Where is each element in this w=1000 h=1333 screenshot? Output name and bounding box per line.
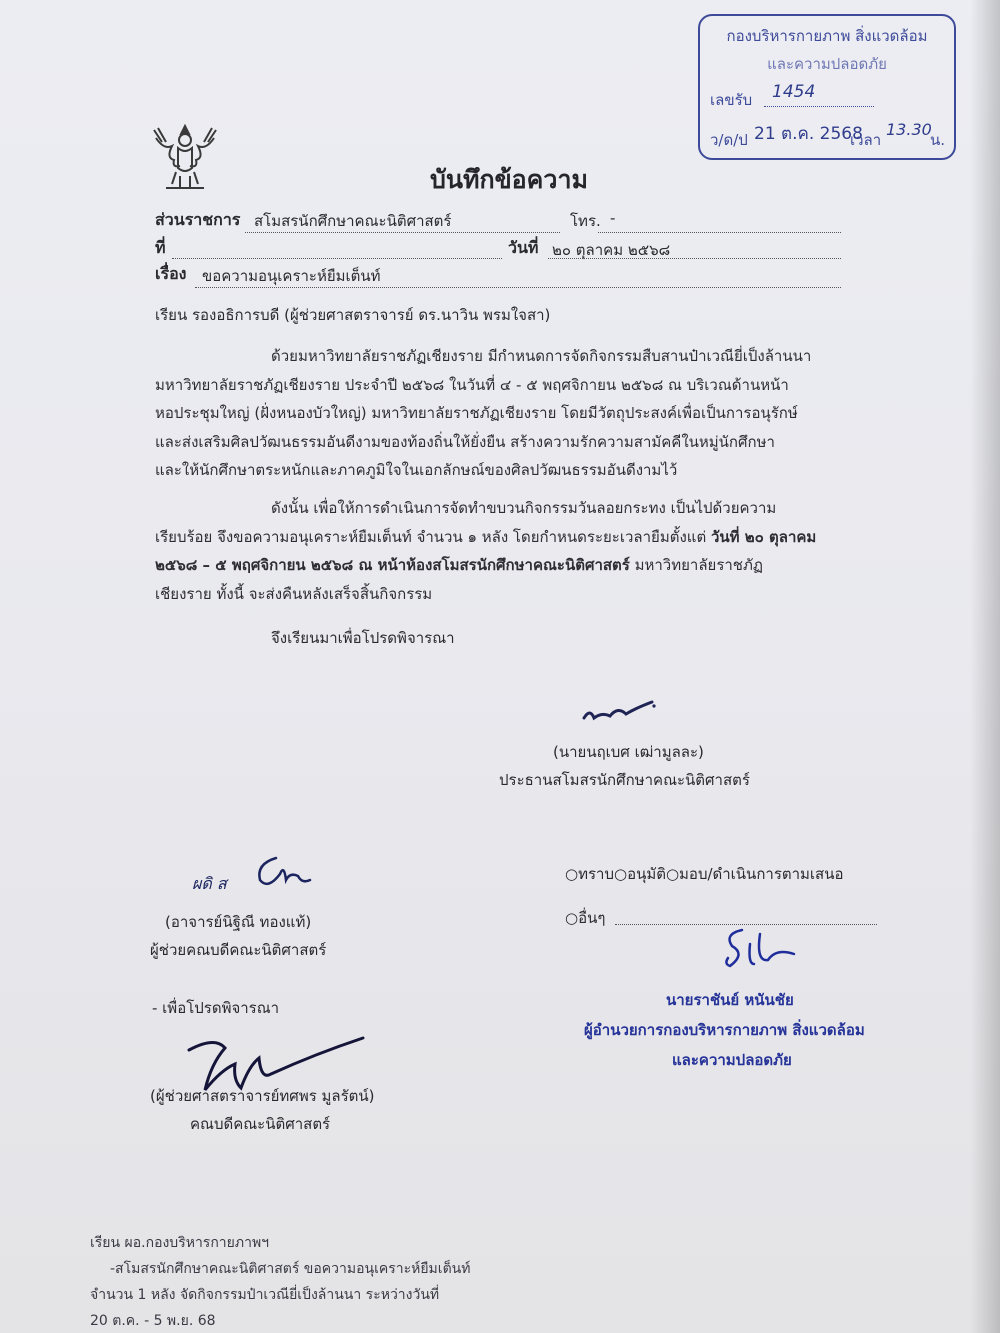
date-dotted-line xyxy=(548,258,841,259)
assistant-initials: ผดิ ส xyxy=(192,874,227,893)
scan-shadow xyxy=(970,0,1000,1333)
department-value: สโมสรนักศึกษาคณะนิติศาสตร์ xyxy=(254,212,452,230)
para1-line: และส่งเสริมศิลปวัฒนธรรมอันดีงามของท้องถิ่นให้ยั่งยืน สร้างความรักความสามัคคีในหมู่นักศึกษา xyxy=(155,432,775,451)
dean-title: คณบดีคณะนิติศาสตร์ xyxy=(190,1115,331,1133)
stamp-line-2: และความปลอดภัย xyxy=(767,55,887,73)
ref-dotted-line xyxy=(172,258,502,259)
para2-tail: มหาวิทยาลัยราชภัฏ xyxy=(629,556,763,574)
date-value: ๒๐ ตุลาคม ๒๕๖๘ xyxy=(552,241,671,259)
para2-bold-range: ๒๕๖๘ – ๕ พฤศจิกายน ๒๕๖๘ ณ หน้าห้องสโมสรนักศึกษาคณะนิติศาสตร์ xyxy=(155,556,630,574)
subject-value: ขอความอนุเคราะห์ยืมเต็นท์ xyxy=(202,267,381,285)
sender-signature-icon xyxy=(580,690,660,730)
para2-line xyxy=(155,523,855,552)
para1-line: หอประชุมใหญ่ (ฝั่งหนองบัวใหญ่) มหาวิทยาลัยราชภัฏเชียงราย โดยมีวัตถุประสงค์เพื่อเป็นการอนุรักษ์ xyxy=(155,404,798,422)
note-line: 20 ต.ค. - 5 พ.ย. 68 xyxy=(90,1313,216,1329)
note-line: เรียน ผอ.กองบริหารกายภาพฯ xyxy=(90,1235,270,1251)
salutation: เรียน รองอธิการบดี (ผู้ช่วยศาสตราจารย์ ดร.นาวิน พรมใจสา) xyxy=(155,306,551,324)
closing-line: จึงเรียนมาเพื่อโปรดพิจารณา xyxy=(271,629,455,647)
para2-bold-date: วันที่ ๒๐ ตุลาคม xyxy=(710,527,817,546)
assistant-signature-icon xyxy=(246,850,316,895)
assistant-name: (อาจารย์นิฐิณี ทองแท้) xyxy=(165,913,312,931)
subject-dotted-line xyxy=(195,287,841,288)
memo-title: บันทึกข้อความ xyxy=(430,165,588,194)
para2-line xyxy=(155,551,855,580)
receipt-stamp xyxy=(698,14,956,160)
tel-value: - xyxy=(610,209,616,227)
para2-line-text: เรียบร้อย จึงขอความอนุเคราะห์ยืมเต็นท์ จำนวน ๑ หลัง โดยกำหนดระยะเวลายืมตั้งแต่ xyxy=(155,527,711,546)
para1-line: ด้วยมหาวิทยาลัยราชภัฏเชียงราย มีกำหนดการจัดกิจกรรมสืบสานป๋าเวณียี่เป็งล้านนา xyxy=(271,347,812,365)
subject-label: เรื่อง xyxy=(155,264,187,283)
ref-label: ที่ xyxy=(155,238,166,257)
department-label: ส่วนราชการ xyxy=(155,210,241,229)
note-line: -สโมสรนักศึกษาคณะนิติศาสตร์ ขอความอนุเคราะห์ยืมเต็นท์ xyxy=(110,1261,471,1277)
director-options: ○ทราบ○อนุมัติ○มอบ/ดำเนินการตามเสนอ xyxy=(565,865,844,883)
director-name: นายราชันย์ หนันชัย xyxy=(666,991,794,1009)
sender-name: (นายนฤเบศ เฒ่ามูลละ) xyxy=(553,743,704,761)
receipt-time-unit: น. xyxy=(930,131,946,149)
receipt-time-label: เวลา xyxy=(850,131,882,149)
director-other: ○อื่นๆ xyxy=(565,909,606,927)
director-signature-icon xyxy=(720,924,800,974)
stamp-line-1: กองบริหารกายภาพ สิ่งแวดล้อม xyxy=(726,27,928,45)
paragraph-1 xyxy=(155,342,855,485)
tel-dotted-line xyxy=(598,232,841,233)
para1-line: มหาวิทยาลัยราชภัฏเชียงราย ประจำปี ๒๕๖๘ ในวันที่ ๔ - ๕ พฤศจิกายน ๒๕๖๘ ณ บริเวณด้านหน้า xyxy=(155,375,789,394)
receipt-no-label: เลขรับ xyxy=(710,91,753,109)
para1-line: และให้นักศึกษาตระหนักและภาคภูมิใจในเอกลักษณ์ของศิลปวัฒนธรรมอันดีงามไว้ xyxy=(155,461,678,479)
receipt-date-label: ว/ด/ป xyxy=(710,131,748,149)
garuda-emblem-icon xyxy=(150,120,220,192)
dean-name: (ผู้ช่วยศาสตราจารย์ทศพร มูลรัตน์) xyxy=(150,1087,375,1105)
date-label: วันที่ xyxy=(508,238,539,257)
receipt-no: 1454 xyxy=(772,82,816,102)
receipt-dotted-line xyxy=(764,106,874,107)
director-title-line-2: และความปลอดภัย xyxy=(672,1051,792,1069)
assistant-title: ผู้ช่วยคณบดีคณะนิติศาสตร์ xyxy=(150,941,327,959)
receipt-date: 21 ต.ค. 2568 xyxy=(754,124,863,144)
para2-line: เชียงราย ทั้งนี้ จะส่งคืนหลังเสร็จสิ้นกิจกรรม xyxy=(155,584,433,603)
para2-line: ดังนั้น เพื่อให้การดำเนินการจัดทำขบวนกิจกรรมวันลอยกระทง เป็นไปด้วยความ xyxy=(271,499,777,517)
tel-label: โทร. xyxy=(570,212,601,230)
receipt-time: 13.30 xyxy=(886,120,932,139)
note-line: จำนวน 1 หลัง จัดกิจกรรมป๋าเวณียี่เป็งล้านนา ระหว่างวันที่ xyxy=(90,1287,440,1303)
department-dotted-line xyxy=(245,232,560,233)
forward-note: - เพื่อโปรดพิจารณา xyxy=(152,999,280,1017)
director-title-line-1: ผู้อำนวยการกองบริหารกายภาพ สิ่งแวดล้อม xyxy=(584,1021,865,1039)
paragraph-2 xyxy=(155,494,855,608)
sender-title: ประธานสโมสรนักศึกษาคณะนิติศาสตร์ xyxy=(499,771,750,789)
